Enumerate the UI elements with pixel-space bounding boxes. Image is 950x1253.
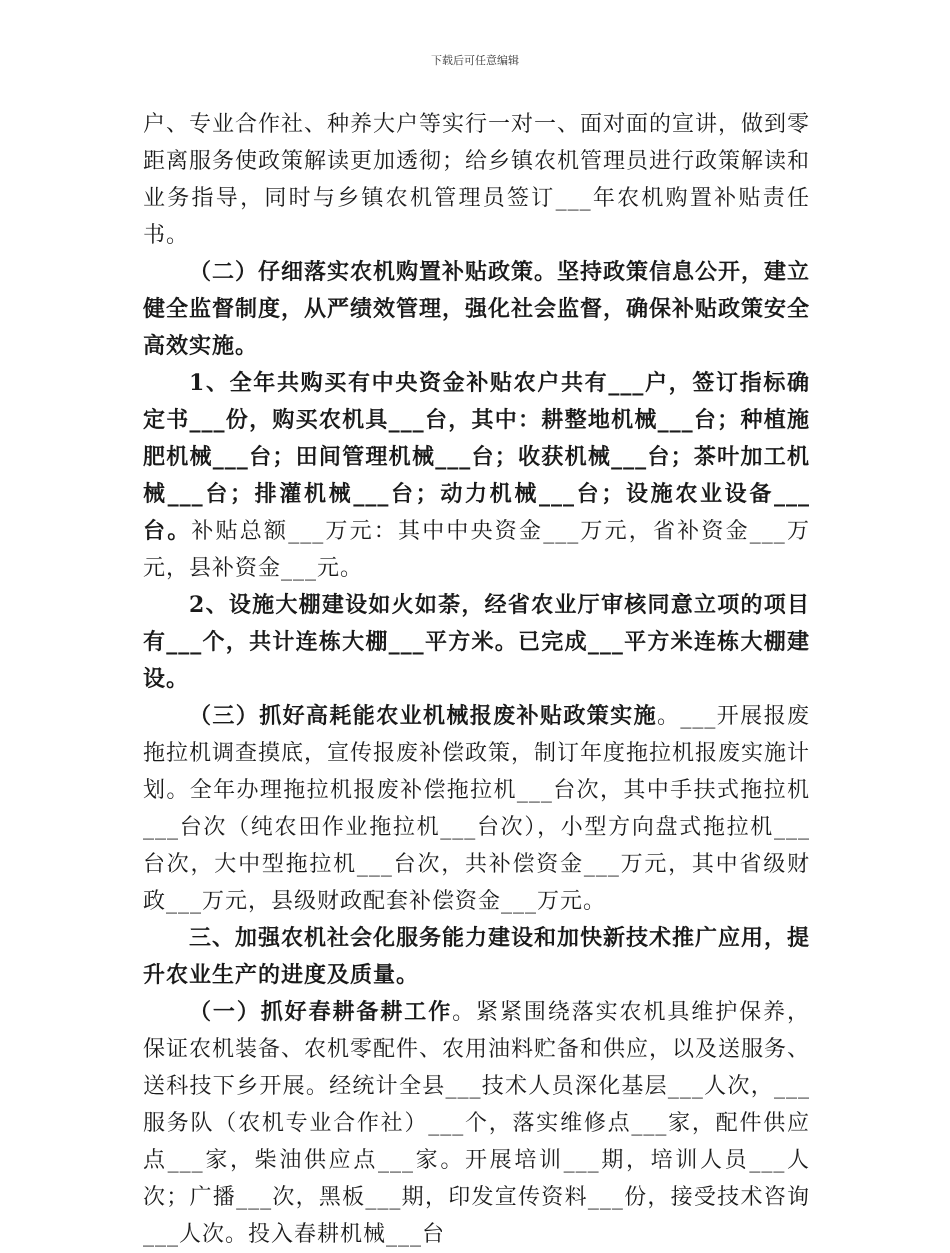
page-header: 下载后可任意编辑 [431, 54, 519, 67]
paragraph-bold-lead: （一）抓好春耕备耕工作 [189, 999, 453, 1025]
paragraph-section-3 [143, 920, 810, 994]
paragraph-section-2-2 [143, 254, 810, 365]
paragraph-text: 补贴总额___万元：其中中央资金___万元，省补资金___万元，县补资金___元。 [143, 519, 810, 581]
paragraph-bold-lead: （三）抓好高耗能农业机械报废补贴政策实施 [189, 703, 657, 729]
paragraph-bold-lead: 三、加强农机社会化服务能力建设和加快新技术推广应用，提升农业生产的进度及质量。 [143, 925, 811, 988]
paragraph-bold-lead: （二）仔细落实农机购置补贴政策。坚持政策信息公开，建立健全监督制度，从严绩效管理，强化社会监督，确保补贴政策安全高效实施。 [143, 259, 811, 359]
paragraph-item-1 [143, 365, 810, 587]
paragraph-item-2 [143, 587, 810, 698]
paragraph-section-3-1 [143, 994, 810, 1253]
paragraph-continuation [143, 106, 810, 254]
paragraph-bold-lead: 1、全年共购买有中央资金补贴农户共有___户，签订指标确定书___份，购买农机具___台，其中：耕整地机械___台；种植施肥机械___台；田间管理机械___台；收获机械___台；茶叶加工机械___台；排灌机械___台；动力机械___台；设施农业设备___台。 [143, 370, 810, 544]
paragraph-text: 户、专业合作社、种养大户等实行一对一、面对面的宣讲，做到零距离服务使政策解读更加透彻；给乡镇农机管理员进行政策解读和业务指导，同时与乡镇农机管理员签订___年农机购置补贴责任书。 [143, 112, 811, 248]
paragraph-bold-lead: 2、设施大棚建设如火如荼，经省农业厅审核同意立项的项目有___个，共计连栋大棚___平方米。已完成___平方米连栋大棚建设。 [143, 592, 810, 692]
paragraph-text: 。紧紧围绕落实农机具维护保养，保证农机装备、农机零配件、农用油料贮备和供应，以及送服务、送科技下乡开展。经统计全县___技术人员深化基层___人次，___服务队（农机专业合作社）___个，落实维修点___家，配件供应点___家，柴油供应点___家。开展培训___期，培训人员___人次；广播___次，黑板___期，印发宣传资料___份，接受技术咨询___人次。投入春耕机械___台 [143, 1000, 811, 1247]
document-body [143, 106, 810, 1253]
paragraph-text: 。___开展报废拖拉机调查摸底，宣传报废补偿政策，制订年度拖拉机报废实施计划。全年办理拖拉机报废补偿拖拉机___台次，其中手扶式拖拉机___台次（纯农田作业拖拉机___台次），小型方向盘式拖拉机___台次，大中型拖拉机___台次，共补偿资金___万元，其中省级财政___万元，县级财政配套补偿资金___万元。 [143, 704, 811, 914]
paragraph-section-2-3 [143, 698, 810, 920]
